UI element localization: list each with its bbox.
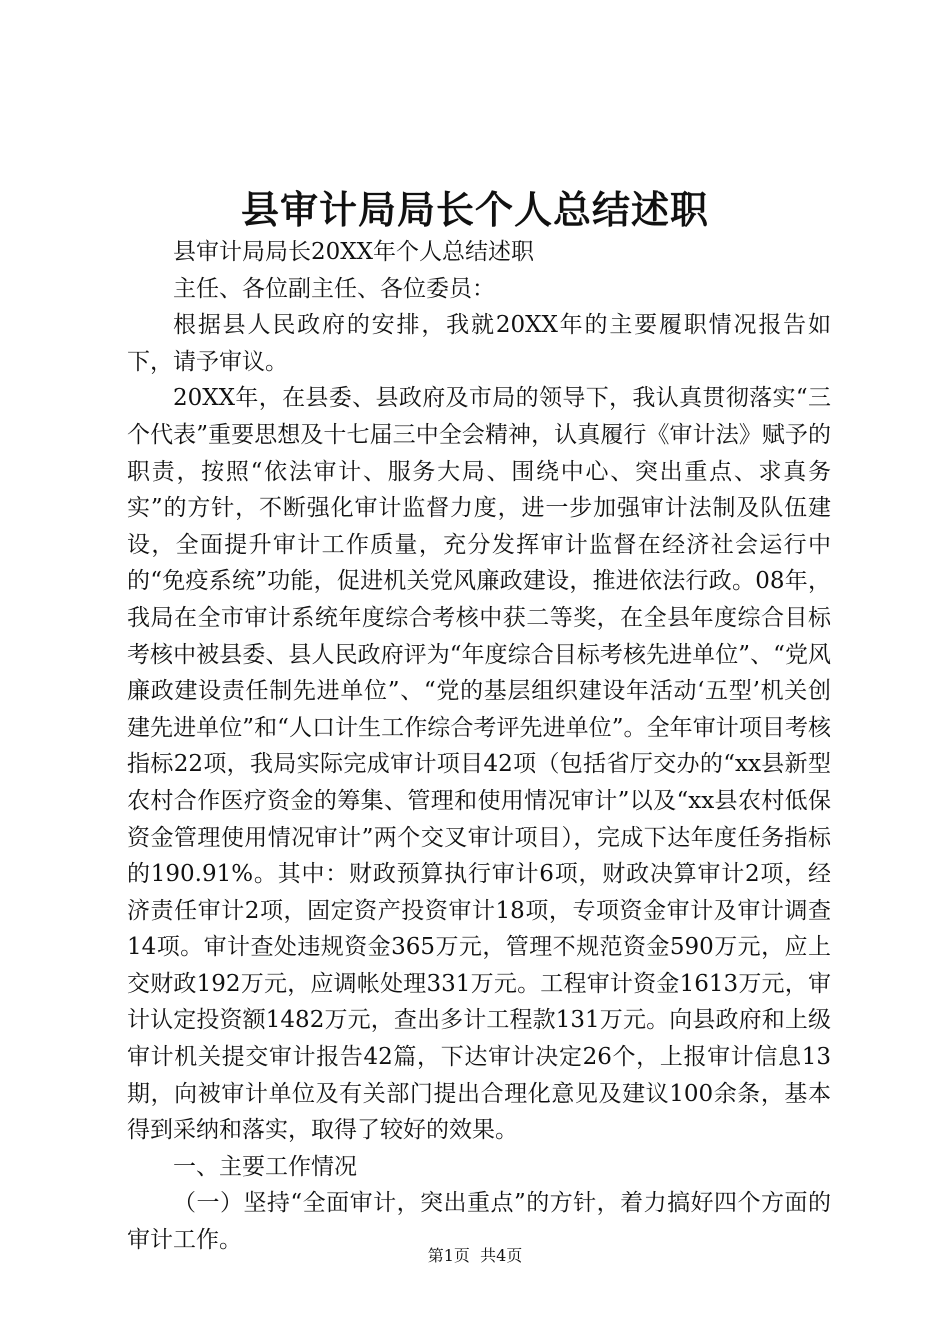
document-body xyxy=(127,234,831,1259)
paragraph-salutation: 主任、各位副主任、各位委员： xyxy=(173,275,495,302)
page-total: 共4页 xyxy=(480,1246,523,1265)
section-heading: 一、主要工作情况 xyxy=(173,1153,357,1180)
page-footer xyxy=(0,1244,950,1268)
document-title: 县审计局局长个人总结述职 xyxy=(240,187,709,232)
subsection-heading: （一）坚持“全面审计，突出重点”的方针，着力搞好四个方面的审计工作。 xyxy=(127,1190,831,1254)
footer-spacer xyxy=(470,1246,480,1265)
paragraph-subtitle: 县审计局局长20XX年个人总结述职 xyxy=(173,239,535,265)
page-number: 第1页 xyxy=(427,1246,470,1265)
paragraph-intro: 根据县人民政府的安排，我就20XX年的主要履职情况报告如下，请予审议。 xyxy=(127,312,831,375)
paragraph-summary: 20XX年，在县委、县政府及市局的领导下，我认真贯彻落实“三个代表”重要思想及十七届三中全会精神，认真履行《审计法》赋予的职责，按照“依法审计、服务大局、围绕中心、突出重点、求真务实”的方针，不断强化审计监督力度，进一步加强审计法制及队伍建设，全面提升审计工作质量，充分发挥审计监督在经济社会运行中的“免疫系统”功能，促进机关党风廉政建设，推进依法行政。08年，我局在全市审计系统年度综合考核中获二等奖，在全县年度综合目标考核中被县委、县人民政府评为“年度综合目标考核先进单位”、“党风廉政建设责任制先进单位”、“党的基层组织建设年活动‘五型’机关创建先进单位”和“人口计生工作综合考评先进单位”。全年审计项目考核指标22项，我局实际完成审计项目42项（包括省厅交办的“xx县新型农村合作医疗资金的筹集、管理和使用情况审计”以及“xx县农村低保资金管理使用情况审计”两个交叉审计项目），完成下达年度任务指标的190.91%。其中：财政预算执行审计6项，财政决算审计2项，经济责任审计2项，固定资产投资审计18项，专项资金审计及审计调查14项。审计查处违规资金365万元，管理不规范资金590万元，应上交财政192万元，应调帐处理331万元。工程审计资金1613万元，审计认定投资额1482万元，查出多计工程款131万元。向县政府和上级审计机关提交审计报告42篇，下达审计决定26个，上报审计信息13期，向被审计单位及有关部门提出合理化意见及建议100余条，基本得到采纳和落实，取得了较好的效果。 xyxy=(127,385,831,1144)
